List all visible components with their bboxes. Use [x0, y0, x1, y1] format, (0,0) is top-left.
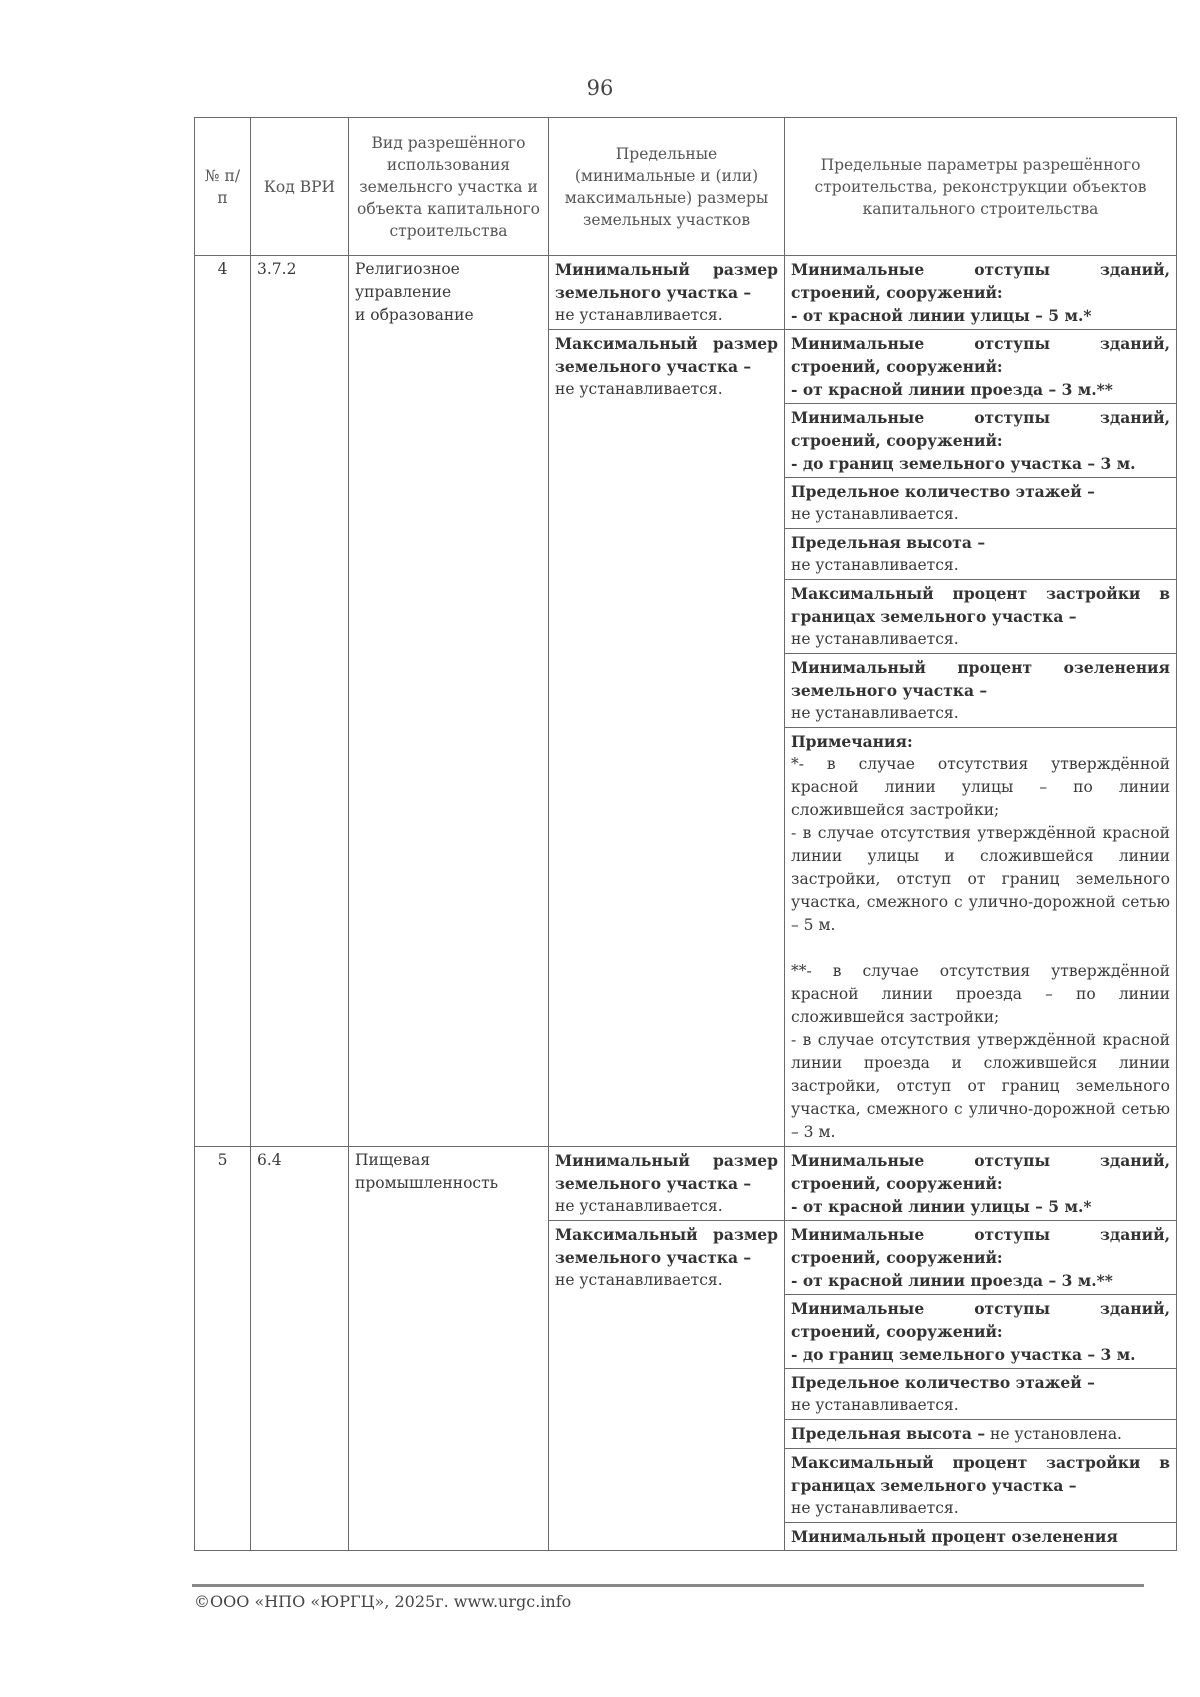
notes-paragraph: **- в случае отсутствия утверждённой красной линии проезда – по линии сложившейся застройки;	[791, 962, 1170, 1026]
param-title: Максимальный процент застройки в границах земельного участка –	[791, 584, 1170, 626]
param-cell	[785, 1420, 1177, 1449]
header-params: Предельные параметры разрешённого строительства, реконструкции объектов капитального строительства	[785, 118, 1177, 256]
footer-divider	[192, 1584, 1144, 1587]
min-size-value: не устанавливается.	[555, 306, 723, 324]
param-title: Предельное количество этажей –	[791, 1373, 1095, 1392]
param-value: не устанавливается.	[791, 630, 959, 648]
param-title: Минимальный процент озеленения	[791, 1527, 1118, 1546]
param-value: - от красной линии улицы – 5 м.*	[791, 306, 1092, 325]
param-title: Предельная высота –	[791, 1424, 986, 1443]
param-title: Предельное количество этажей –	[791, 482, 1095, 501]
param-title: Минимальные отступы зданий, строений, сооружений:	[791, 260, 1170, 302]
table-row	[195, 256, 1177, 330]
min-size-cell	[549, 1147, 785, 1221]
notes-paragraph: *- в случае отсутствия утверждённой красной линии улицы – по линии сложившейся застройки;	[791, 755, 1170, 819]
param-value: не устанавливается.	[791, 505, 959, 523]
param-cell	[785, 1369, 1177, 1420]
row-code: 3.7.2	[251, 256, 349, 1147]
header-code: Код ВРИ	[251, 118, 349, 256]
param-value: не устанавливается.	[791, 1396, 959, 1414]
min-size-title: Минимальный размер земельного участка –	[555, 260, 778, 302]
row-name	[349, 1147, 549, 1551]
param-cell	[785, 1295, 1177, 1369]
param-value: - от красной линии проезда – 3 м.**	[791, 1271, 1113, 1290]
notes-cell	[785, 728, 1177, 1147]
min-size-title: Минимальный размер земельного участка –	[555, 1151, 778, 1193]
param-value: не устанавливается.	[791, 704, 959, 722]
header-type: Вид разрешённого использования земельнсго участка и объекта капитального строительства	[349, 118, 549, 256]
param-value: не устанавливается.	[791, 1499, 959, 1517]
param-cell	[785, 529, 1177, 580]
param-cell	[785, 654, 1177, 728]
param-cell	[785, 330, 1177, 404]
param-title: Минимальные отступы зданий, строений, сооружений:	[791, 334, 1170, 376]
row-code: 6.4	[251, 1147, 349, 1551]
param-cell	[785, 478, 1177, 529]
max-size-cell	[549, 1221, 785, 1551]
header-num: № п/п	[195, 118, 251, 256]
param-title: Минимальные отступы зданий, строений, сооружений:	[791, 1151, 1170, 1193]
param-value: - до границ земельного участка – 3 м.	[791, 454, 1136, 473]
row-number: 5	[195, 1147, 251, 1551]
param-cell	[785, 404, 1177, 478]
param-value: - от красной линии улицы – 5 м.*	[791, 1197, 1092, 1216]
page-number: 96	[586, 76, 614, 100]
param-cell	[785, 1147, 1177, 1221]
max-size-value: не устанавливается.	[555, 1271, 723, 1289]
row-name-line: управление	[355, 283, 452, 301]
notes-spacer	[791, 937, 1170, 960]
param-title: Предельная высота –	[791, 533, 986, 552]
min-size-value: не устанавливается.	[555, 1197, 723, 1215]
param-title: Минимальные отступы зданий, строений, сооружений:	[791, 408, 1170, 450]
notes-title: Примечания:	[791, 732, 913, 751]
footer-copyright: ©ООО «НПО «ЮРГЦ», 2025г. www.urgc.info	[194, 1592, 572, 1611]
param-cell	[785, 1449, 1177, 1523]
param-cell	[785, 1221, 1177, 1295]
param-cell	[785, 256, 1177, 330]
max-size-cell	[549, 330, 785, 1147]
table-row	[195, 1147, 1177, 1221]
row-name-line: Религиозное	[355, 260, 460, 278]
row-name-line: и образование	[355, 306, 474, 324]
max-size-value: не устанавливается.	[555, 380, 723, 398]
param-cell	[785, 580, 1177, 654]
param-value: - от красной линии проезда – 3 м.**	[791, 380, 1113, 399]
notes-paragraph: - в случае отсутствия утверждённой красной линии улицы и сложившейся линии застройки, отступ от границ земельного участка, смежного с улично-дорожной сетью – 5 м.	[791, 824, 1170, 934]
row-name	[349, 256, 549, 1147]
zoning-table	[194, 117, 1177, 1551]
param-value: - до границ земельного участка – 3 м.	[791, 1345, 1136, 1364]
param-title: Минимальные отступы зданий, строений, сооружений:	[791, 1299, 1170, 1341]
row-number: 4	[195, 256, 251, 1147]
param-title: Минимальные отступы зданий, строений, сооружений:	[791, 1225, 1170, 1267]
max-size-title: Максимальный размер земельного участка –	[555, 1225, 778, 1267]
row-name-line: Пищевая	[355, 1151, 431, 1169]
param-value: не установлена.	[990, 1425, 1122, 1443]
row-name-line: промышленность	[355, 1174, 499, 1192]
min-size-cell	[549, 256, 785, 330]
notes-paragraph: - в случае отсутствия утверждённой красной линии проезда и сложившейся линии застройки, отступ от границ земельного участка, смежного с улично-дорожной сетью – 3 м.	[791, 1031, 1170, 1141]
param-title: Минимальный процент озеленения земельного участка –	[791, 658, 1170, 700]
header-row	[195, 118, 1177, 256]
max-size-title: Максимальный размер земельного участка –	[555, 334, 778, 376]
param-value: не устанавливается.	[791, 556, 959, 574]
param-title: Максимальный процент застройки в границах земельного участка –	[791, 1453, 1170, 1495]
header-size: Предельные (минимальные и (или) максимальные) размеры земельных участков	[549, 118, 785, 256]
param-cell	[785, 1523, 1177, 1551]
